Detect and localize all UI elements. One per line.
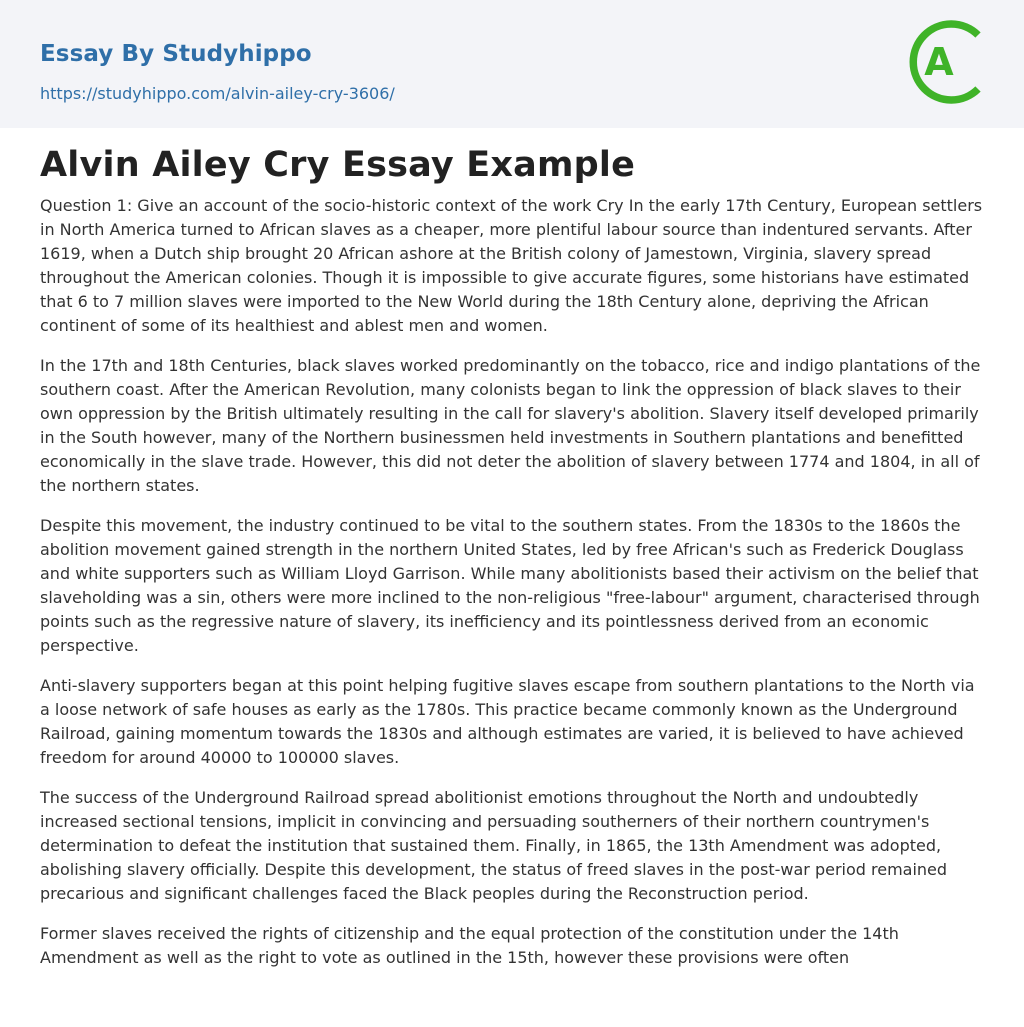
page-title: Alvin Ailey Cry Essay Example (40, 145, 636, 185)
essay-paragraph: Anti-slavery supporters began at this point helping fugitive slaves escape from southern plantations to the North via a loose network of safe houses as early as the 1780s. This practice became commonly known as the Underground Railroad, gaining momentum towards the 1830s and although estimates are varied, it is believed to have achieved freedom for around 40000 to 100000 slaves. (40, 676, 975, 767)
source-url-link[interactable]: https://studyhippo.com/alvin-ailey-cry-3606/ (40, 84, 395, 103)
essay-body (40, 194, 988, 986)
essay-paragraph: In the 17th and 18th Centuries, black slaves worked predominantly on the tobacco, rice and indigo plantations of the southern coast. After the American Revolution, many colonists began to link the oppression of black slaves to their own oppression by the British ultimately resulting in the call for slavery's abolition. Slavery itself developed primarily in the South however, many of the Northern businessmen held investments in Southern plantations and benefitted economically in the slave trade. However, this did not deter the abolition of slavery between 1774 and 1804, in all of the northern states. (40, 356, 981, 495)
essay-paragraph: Question 1: Give an account of the socio-historic context of the work Cry In the early 17th Century, European settlers in North America turned to African slaves as a cheaper, more plentiful labour source than indentured servants. After 1619, when a Dutch ship brought 20 African ashore at the British colony of Jamestown, Virginia, slavery spread throughout the American colonies. Though it is impossible to give accurate figures, some historians have estimated that 6 to 7 million slaves were imported to the New World during the 18th Century alone, depriving the African continent of some of its healthiest and ablest men and women. (40, 196, 983, 335)
studyhippo-logo-icon[interactable] (908, 18, 988, 106)
site-brand[interactable]: Essay By Studyhippo (40, 41, 312, 67)
site-header (0, 0, 1024, 128)
logo-letter: A (924, 40, 954, 84)
essay-paragraph: The success of the Underground Railroad spread abolitionist emotions throughout the North and undoubtedly increased sectional tensions, implicit in convincing and persuading southerners of their northern countrymen's determination to defeat the institution that sustained them. Finally, in 1865, the 13th Amendment was adopted, abolishing slavery officially. Despite this development, the status of freed slaves in the post-war period remained precarious and significant challenges faced the Black peoples during the Reconstruction period. (40, 788, 948, 903)
essay-paragraph: Despite this movement, the industry continued to be vital to the southern states. From the 1830s to the 1860s the abolition movement gained strength in the northern United States, led by free African's such as Frederick Douglass and white supporters such as William Lloyd Garrison. While many abolitionists based their activism on the belief that slaveholding was a sin, others were more inclined to the non-religious "free-labour" argument, characterised through points such as the regressive nature of slavery, its inefficiency and its pointlessness derived from an economic perspective. (40, 516, 980, 655)
essay-paragraph: Former slaves received the rights of citizenship and the equal protection of the constitution under the 14th Amendment as well as the right to vote as outlined in the 15th, however these provisions were often (40, 924, 899, 967)
